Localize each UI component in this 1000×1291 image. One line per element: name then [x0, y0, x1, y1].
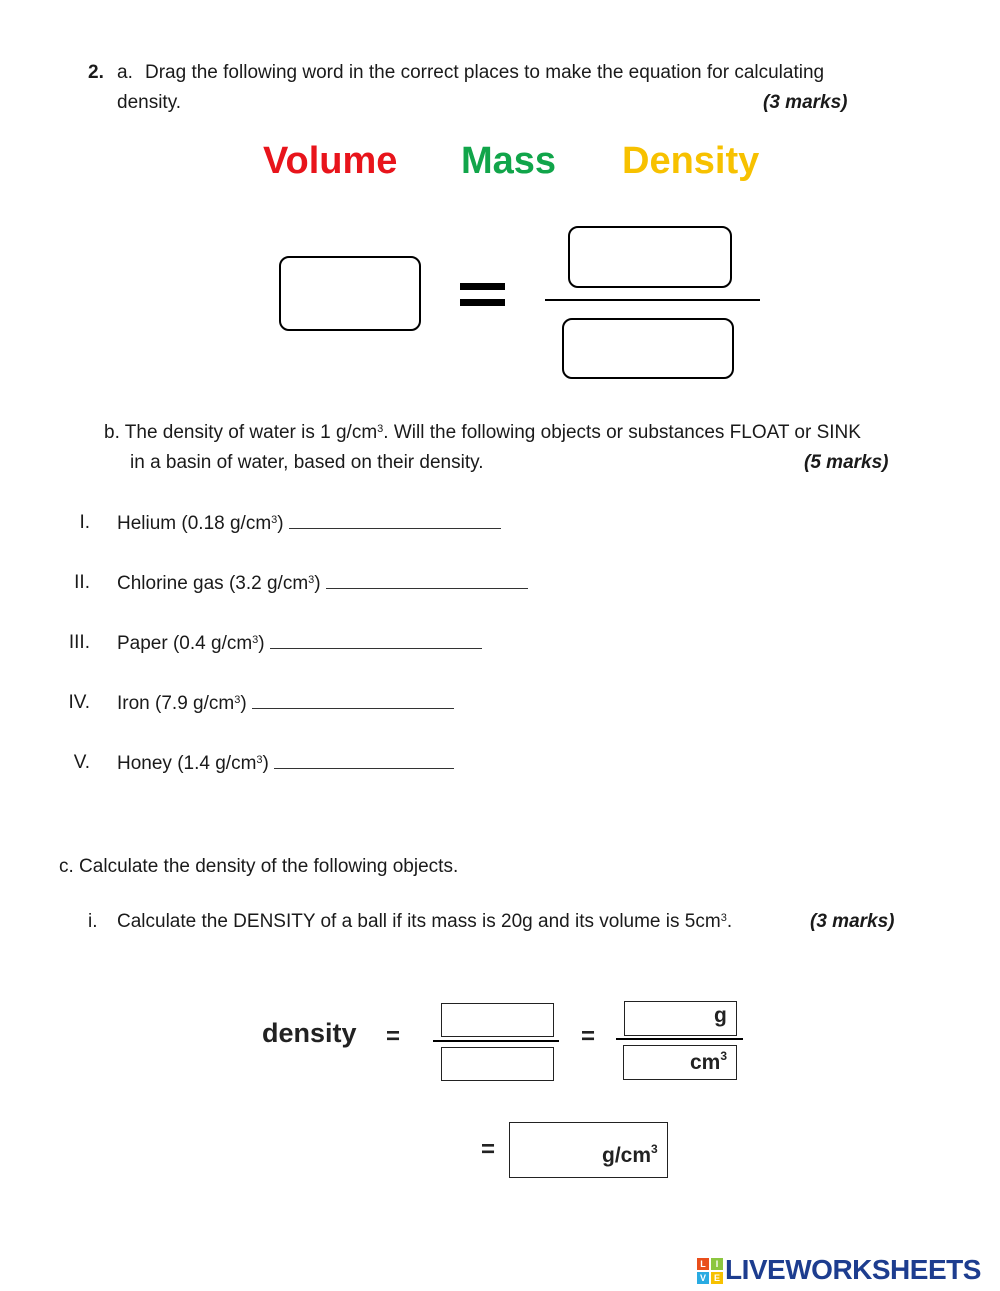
- equals-sign-3: =: [481, 1136, 496, 1163]
- fraction-line-1: [433, 1040, 559, 1042]
- answer-blank-honey[interactable]: [274, 751, 454, 769]
- answer-blank-paper[interactable]: [270, 631, 482, 649]
- part-c-question: Calculate the DENSITY of a ball if its mass is 20g and its volume is $5cm^3$.: [117, 911, 733, 932]
- equals-sign-2: =: [581, 1023, 596, 1050]
- list-item: Paper (0.4 $g/cm^3$): [117, 631, 482, 656]
- item-numeral: III.: [68, 632, 90, 653]
- liveworksheets-logo-icon: L I V E: [697, 1258, 723, 1284]
- part-a-marks: (3 marks): [763, 92, 848, 113]
- list-item: Helium (0.18 $g/cm^3$): [117, 511, 501, 536]
- item-numeral: II.: [74, 572, 90, 593]
- drop-box-left[interactable]: [279, 256, 421, 331]
- fraction-line: [545, 299, 760, 301]
- part-a-label: a.: [117, 62, 133, 83]
- part-a-text-line1: Drag the following word in the correct places to make the equation for calculating: [145, 62, 825, 83]
- list-item: Chlorine gas (3.2 $g/cm^3$): [117, 571, 528, 596]
- answer-blank-chlorine[interactable]: [326, 571, 528, 589]
- fraction-line-2: [616, 1038, 743, 1040]
- mass-input-box[interactable]: [441, 1003, 554, 1037]
- word-volume-draggable[interactable]: Volume: [263, 140, 398, 182]
- liveworksheets-brand: LIVEWORKSHEETS: [725, 1254, 981, 1285]
- item-numeral: I.: [79, 512, 90, 533]
- part-c-marks: (3 marks): [810, 911, 895, 932]
- part-a-text-line2: density.: [117, 92, 182, 113]
- part-c-sub-label: i.: [88, 911, 98, 932]
- part-c-heading: c. Calculate the density of the following objects.: [59, 856, 459, 877]
- volume-input-box[interactable]: [441, 1047, 554, 1081]
- part-b-line2: in a basin of water, based on their density.: [130, 452, 484, 473]
- part-b-marks: (5 marks): [804, 452, 889, 473]
- item-numeral: IV.: [68, 692, 90, 713]
- answer-blank-iron[interactable]: [252, 691, 454, 709]
- list-item: Honey (1.4 $g/cm^3$): [117, 751, 454, 776]
- item-numeral: V.: [73, 752, 90, 773]
- question-number: 2.: [88, 62, 104, 83]
- equals-sign-1: =: [386, 1023, 401, 1050]
- answer-blank-helium[interactable]: [289, 511, 501, 529]
- list-item: Iron (7.9 $g/cm^3$): [117, 691, 454, 716]
- word-mass-draggable[interactable]: Mass: [461, 140, 557, 182]
- result-unit: $g/cm^3$: [602, 1142, 658, 1167]
- density-label: density: [262, 1018, 357, 1048]
- word-density-draggable[interactable]: Density: [622, 140, 760, 182]
- equals-sign: [460, 275, 505, 315]
- unit-cm3: $cm^3$: [690, 1049, 728, 1074]
- drop-box-numerator[interactable]: [568, 226, 732, 288]
- part-b-line1: b. The density of water is 1 $g/cm^3$. Will the following objects or substances FLOAT or SINK: [104, 422, 861, 443]
- unit-g: g: [714, 1004, 727, 1027]
- drop-box-denominator[interactable]: [562, 318, 734, 379]
